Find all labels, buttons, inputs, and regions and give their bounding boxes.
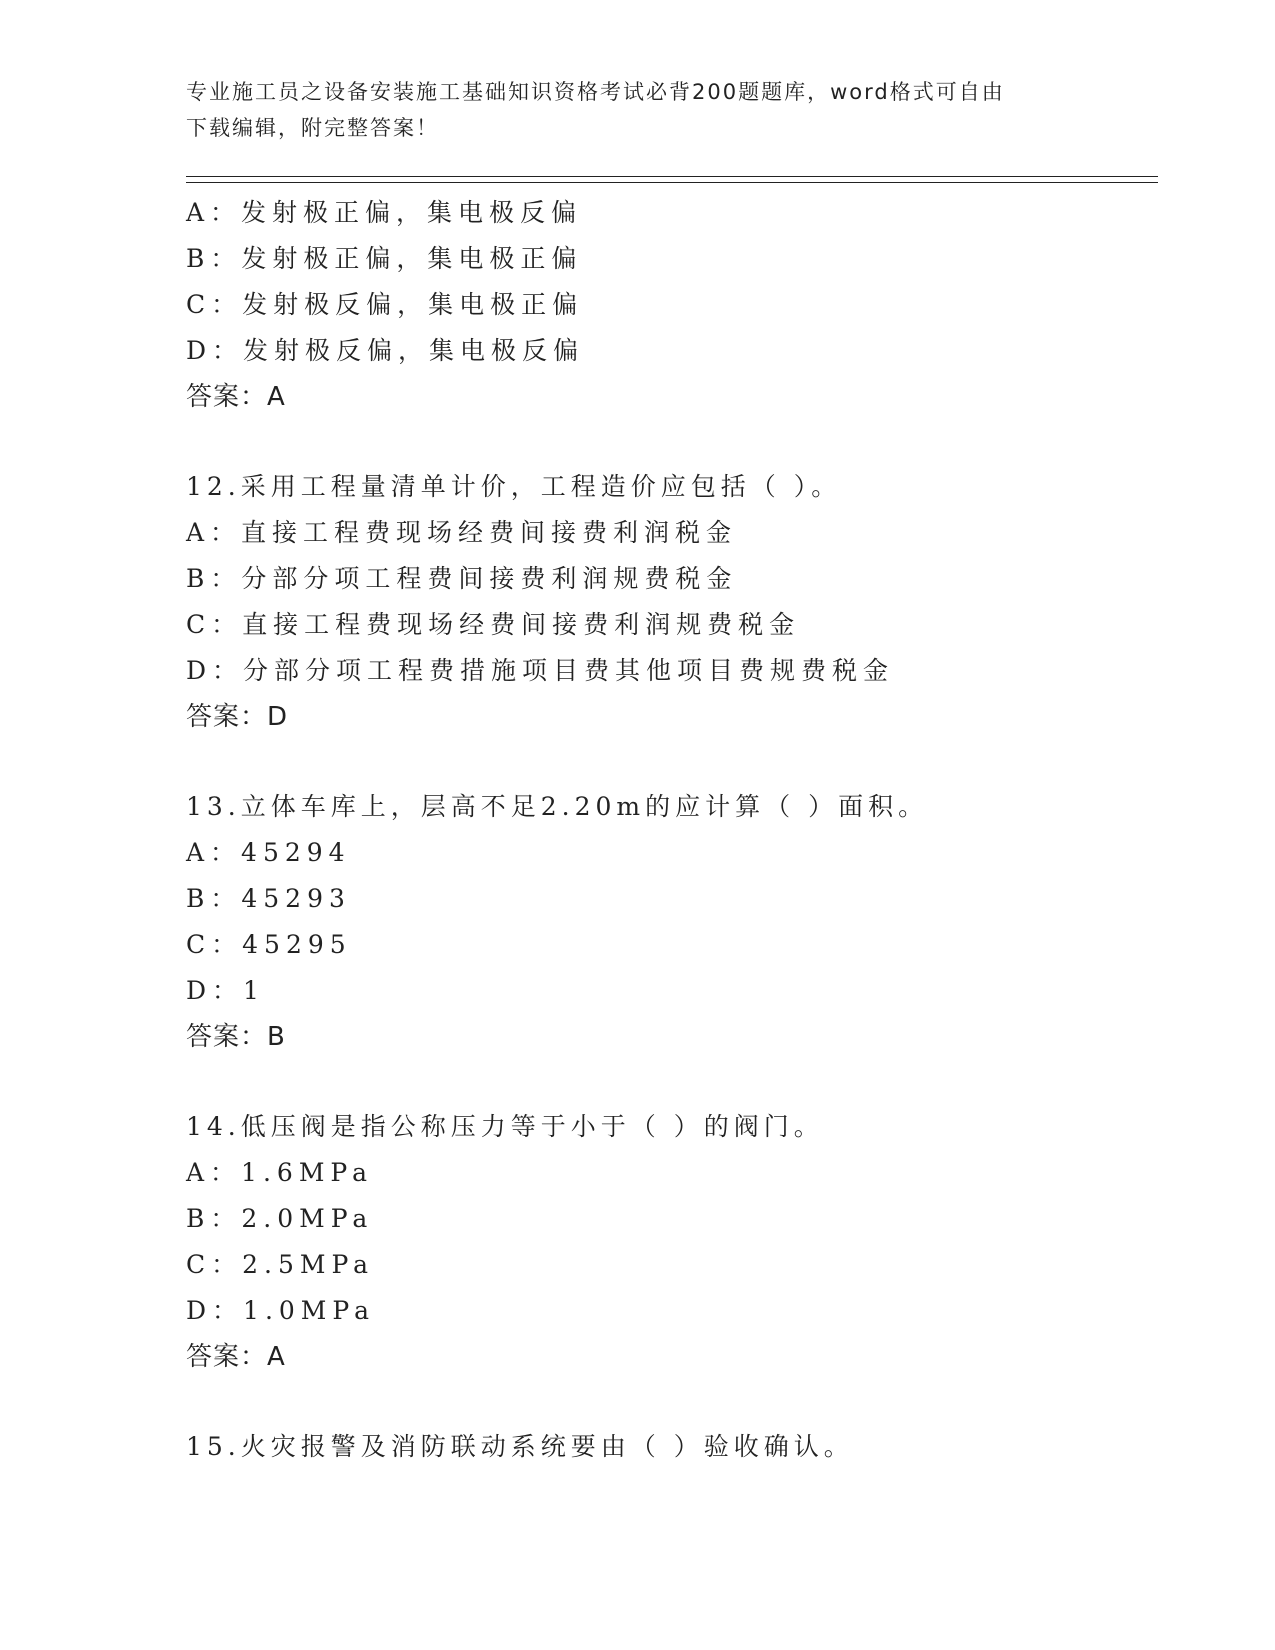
question-15	[186, 1424, 1146, 1470]
question-11-continuation	[186, 190, 1146, 420]
option-b: B：2.0MPa	[186, 1204, 374, 1233]
question-stem: 15.火灾报警及消防联动系统要由（ ）验收确认。	[186, 1432, 854, 1461]
answer-line: 答案：B	[186, 1022, 286, 1052]
question-12	[186, 464, 1146, 740]
option-b: B：发射极正偏，集电极正偏	[186, 244, 583, 273]
question-stem: 12.采用工程量清单计价，工程造价应包括（ ）。	[186, 472, 842, 501]
question-stem: 14.低压阀是指公称压力等于小于（ ）的阀门。	[186, 1112, 824, 1141]
option-d: D：1	[186, 976, 265, 1005]
question-stem: 13.立体车库上，层高不足2.20m的应计算（ ）面积。	[186, 792, 929, 821]
option-a: A：发射极正偏，集电极反偏	[186, 198, 583, 227]
question-13	[186, 784, 1146, 1060]
option-d: D：分部分项工程费措施项目费其他项目费规费税金	[186, 656, 895, 685]
option-c: C：发射极反偏，集电极正偏	[186, 290, 584, 319]
option-c: C：2.5MPa	[186, 1250, 375, 1279]
option-c: C：直接工程费现场经费间接费利润规费税金	[186, 610, 801, 639]
option-b: B：分部分项工程费间接费利润规费税金	[186, 564, 738, 593]
header-line-2: 下载编辑，附完整答案！	[186, 116, 439, 140]
question-14	[186, 1104, 1146, 1380]
option-a: A：直接工程费现场经费间接费利润税金	[186, 518, 738, 547]
option-d: D：1.0MPa	[186, 1296, 376, 1325]
option-a: A：1.6MPa	[186, 1158, 374, 1187]
document-header	[186, 74, 1086, 146]
answer-line: 答案：A	[186, 382, 286, 412]
option-d: D：发射极反偏，集电极反偏	[186, 336, 585, 365]
header-rule-bottom	[186, 182, 1158, 183]
question-list	[186, 190, 1146, 1470]
option-c: C：45295	[186, 930, 352, 959]
answer-line: 答案：D	[186, 702, 289, 732]
header-rule-top	[186, 176, 1158, 177]
answer-line: 答案：A	[186, 1342, 286, 1372]
option-b: B：45293	[186, 884, 351, 913]
option-a: A：45294	[186, 838, 351, 867]
header-line-1: 专业施工员之设备安装施工基础知识资格考试必背200题题库，word格式可自由	[186, 80, 1005, 104]
